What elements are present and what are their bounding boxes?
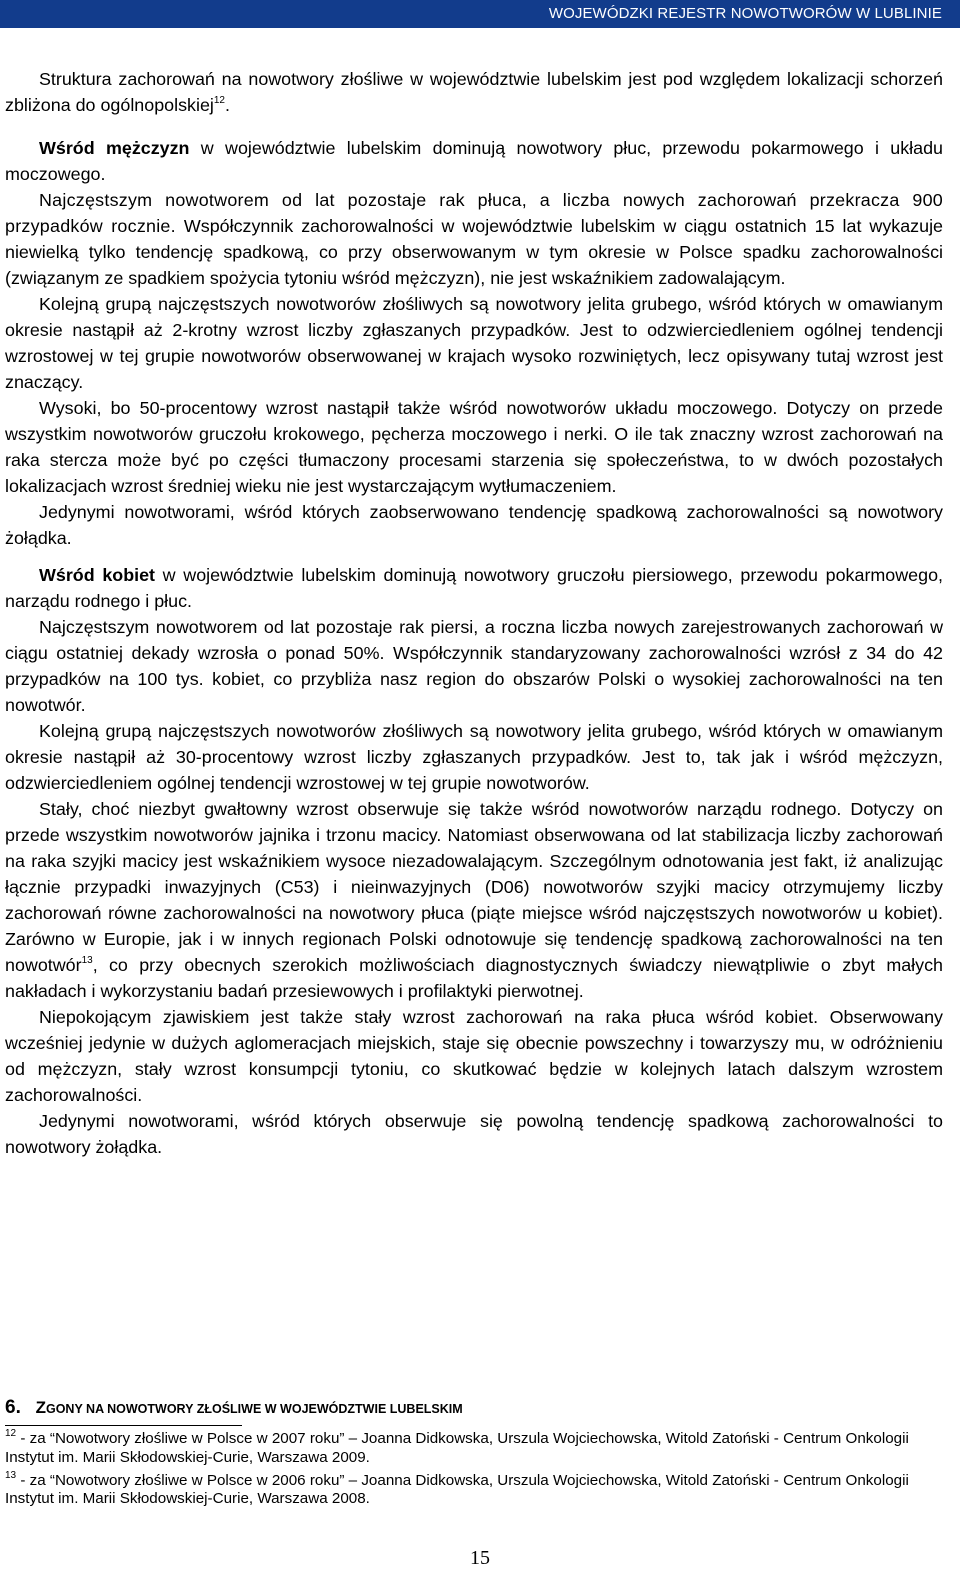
footnote-12: $^{12}$ - za “Nowotwory złośliwe w Polsce w 2007 roku” – Joanna Didkowska, Urszula Wojciechowska, Witold Zatoński - Centrum Onkologii Instytut im. Marii Skłodowskiej-Curie, Warszawa 2009. [5, 1427, 909, 1466]
women-genital-paragraph: Stały, choć niezbyt gwałtowny wzrost obserwuje się także wśród nowotworów narządu rodnego. Dotyczy on przede wszystkim nowotworów jajnika i trzonu macicy. Natomiast obserwowana od lat stabilizacja liczby zachorowań na raka szyjki macicy jest wskaźnikiem wysoce niezadowalającym. Szczególnym odnotowania jest fakt, iż analizując łącznie przypadki inwazyjnych (C53) i nieinwazyjnych (D06) nowotworów szyjki macicy otrzymujemy liczby zachorowań równe zachorowalności na nowotwory płuca (piąte miejsce wśród najczęstszych nowotworów u kobiet). Zarówno w Europie, jak i w innych regionach Polski odnotowuje się tendencję spadkową zachorowalności na ten nowotwór$^{13}$, co przy obecnych szerokich możliwościach diagnostycznych świadczy niewątpliwie o zbyt małych nakładach i wykorzystaniu badań przesiewowych i profilaktyki pierwotnej. [5, 799, 943, 1001]
header-band [0, 0, 960, 28]
document-body [5, 66, 943, 1160]
footnote-number: 13 [5, 1469, 17, 1481]
men-stomach-paragraph: Jedynymi nowotworami, wśród których zaobserwowano tendencję spadkową zachorowalności są nowotwory żołądka. [5, 502, 943, 548]
footnote-number: 12 [5, 1427, 17, 1439]
footnotes [5, 1427, 943, 1509]
footnote-ref-12[interactable]: 12 [213, 95, 225, 107]
footnote-13: $^{13}$ - za “Nowotwory złośliwe w Polsce w 2006 roku” – Joanna Didkowska, Urszula Wojciechowska, Witold Zatoński - Centrum Onkologii Instytut im. Marii Skłodowskiej-Curie, Warszawa 2008. [5, 1469, 909, 1508]
footnote-ref-13[interactable]: 13 [81, 955, 93, 967]
header-title: WOJEWÓDZKI REJESTR NOWOTWORÓW W LUBLINIE [548, 5, 942, 22]
women-heading: Wśród kobiet [39, 565, 156, 585]
women-breast-paragraph: Najczęstszym nowotworem od lat pozostaje rak piersi, a roczna liczba nowych zarejestrowanych zachorowań w ciągu ostatniej dekady wzrosła o ponad 50%. Współczynnik standaryzowany zachorowalności wzrósł z 34 do 42 przypadków na 100 tys. kobiet, co przybliża nasz region do obszarów Polski o wysokiej zachorowalności na ten nowotwór. [5, 617, 943, 715]
footnote-separator [5, 1425, 242, 1426]
women-intro-paragraph: Wśród kobiet w województwie lubelskim dominują nowotwory gruczołu piersiowego, przewodu pokarmowego, narządu rodnego i płuc. [5, 565, 943, 611]
section-heading [5, 1397, 463, 1419]
men-lung-paragraph: Najczęstszym nowotworem od lat pozostaje rak płuca, a liczba nowych zachorowań przekracza 900 przypadków rocznie. Współczynnik zachorowalności w województwie lubelskim w ciągu ostatnich 15 lat wykazuje niewielką tylko tendencję spadkową, co przy obserwowanym w tym okresie w Polsce spadku zachorowalności (związanym ze spadkiem spożycia tytoniu wśród mężczyzn), nie jest wskaźnikiem zadowalającym. [5, 190, 943, 288]
intro-paragraph: Struktura zachorowań na nowotwory złośliwe w województwie lubelskim jest pod względem lokalizacji schorzeń zbliżona do ogólnopolskiej$^{12}$. [5, 69, 943, 115]
women-colon-paragraph: Kolejną grupą najczęstszych nowotworów złośliwych są nowotwory jelita grubego, wśród których w omawianym okresie nastąpił aż 30-procentowy wzrost liczby zgłaszanych przypadków. Jest to, tak jak i wśród mężczyzn, odzwierciedleniem ogólnej tendencji wzrostowej w tej grupie nowotworów. [5, 721, 943, 793]
women-stomach-paragraph: Jedynymi nowotworami, wśród których obserwuje się powolną tendencję spadkową zachorowalności to nowotwory żołądka. [5, 1111, 943, 1157]
section-title: ZGONY NA NOWOTWORY ZŁOŚLIWE W WOJEWÓDZTWIE LUBELSKIM [35, 1398, 463, 1417]
men-urinary-paragraph: Wysoki, bo 50-procentowy wzrost nastąpił także wśród nowotworów układu moczowego. Dotyczy on przede wszystkim nowotworów gruczołu krokowego, pęcherza moczowego i nerki. O ile tak znaczny wzrost zachorowań na raka stercza może być po części tłumaczony procesami starzenia się społeczeństwa, to w dwóch pozostałych lokalizacjach wzrost średniej wieku nie jest wystarczającym wytłumaczeniem. [5, 398, 943, 496]
section-number: 6. [5, 1397, 21, 1418]
men-heading: Wśród mężczyzn [39, 138, 190, 158]
men-intro-paragraph: Wśród mężczyzn w województwie lubelskim dominują nowotwory płuc, przewodu pokarmowego i układu moczowego. [5, 138, 943, 184]
women-lung-paragraph: Niepokojącym zjawiskiem jest także stały wzrost zachorowań na raka płuca wśród kobiet. Obserwowany wcześniej jedynie w dużych aglomeracjach miejskich, staje się obecnie powszechny i towarzyszy mu, w odróżnieniu od mężczyzn, stały wzrost konsumpcji tytoniu, co skutkować będzie w kolejnych latach dalszym wzrostem zachorowalności. [5, 1007, 943, 1105]
men-colon-paragraph: Kolejną grupą najczęstszych nowotworów złośliwych są nowotwory jelita grubego, wśród których w omawianym okresie nastąpił aż 2-krotny wzrost liczby zgłaszanych przypadków. Jest to odzwierciedleniem ogólnej tendencji wzrostowej w tej grupie nowotworów obserwowanej w krajach wysoko rozwiniętych, lecz opisywany tutaj wzrost jest znaczący. [5, 294, 943, 392]
page-number: 15 [470, 1547, 490, 1569]
